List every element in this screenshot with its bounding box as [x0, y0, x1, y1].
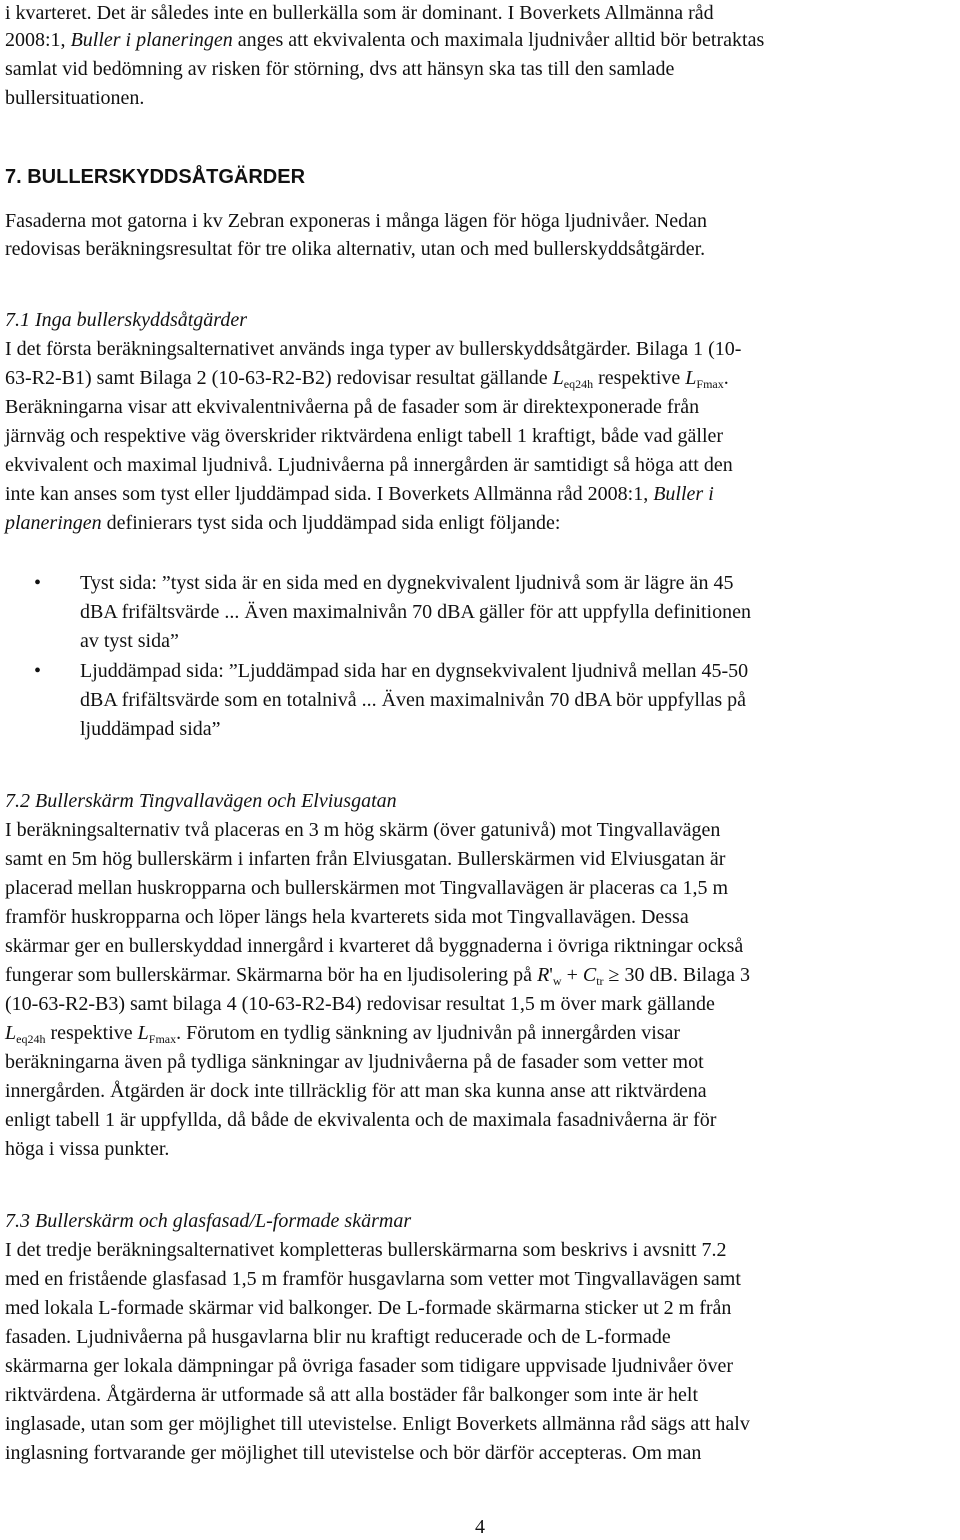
bullet-1-line-3: av tyst sida”: [80, 630, 179, 652]
bullet-symbol: •: [34, 572, 42, 594]
section-7-3-line-5: skärmarna ger lokala dämpningar på övriga fasader som tidigare uppvisade ljudnivåer över: [5, 1355, 734, 1377]
section-7-2-line-8: $L_{eq24h}$ respektive $L_{Fmax}$. Förutom en tydlig sänkning av ljudnivån på innergården visar: [5, 1022, 681, 1046]
section-7-1-line-3: Beräkningarna visar att ekvivalentnivåerna på de fasader som är direktexponerade från: [5, 396, 700, 418]
section-7-1-line-5: ekvivalent och maximal ljudnivå. Ljudnivåerna på innergården är samtidigt så höga att den: [5, 454, 733, 476]
section-7-2-line-5: skärmar ger en bullerskyddad innergård i kvarteret då byggnaderna i övriga riktningar också: [5, 935, 744, 957]
section-7-1-line-1: I det första beräkningsalternativet används inga typer av bullerskyddsåtgärder. Bilaga 1 (10-: [5, 338, 742, 360]
section-7-3-line-6: riktvärdena. Åtgärderna är utformade så att alla bostäder får balkonger som inte är helt: [5, 1384, 699, 1406]
section-7-line-1: Fasaderna mot gatorna i kv Zebran exponeras i många lägen för höga ljudnivåer. Nedan: [5, 210, 707, 232]
section-7-2-line-11: enligt tabell 1 är uppfyllda, då både de ekvivalenta och de maximala fasadnivåerna är för: [5, 1109, 717, 1131]
bullet-1-line-1: Tyst sida: ”tyst sida är en sida med en dygnekvivalent ljudnivå som är lägre än 45: [80, 572, 734, 594]
section-7-1-line-2: 63-R2-B1) samt Bilaga 2 (10-63-R2-B2) redovisar resultat gällande $L_{eq24h}$ respektive $L_{Fmax}$.: [5, 367, 729, 391]
section-7-1-line-6: inte kan anses som tyst eller ljuddämpad sida. I Boverkets Allmänna råd 2008:1, Buller i: [5, 483, 714, 505]
bullet-2-line-2: dBA frifältsvärde som en totalnivå ... Även maximalnivån 70 dBA bör uppfyllas på: [80, 689, 746, 711]
section-7-2-line-12: höga i vissa punkter.: [5, 1138, 170, 1160]
bullet-1-line-2: dBA frifältsvärde ... Även maximalnivån 70 dBA gäller för att uppfylla definitionen: [80, 601, 751, 623]
section-7-3-line-2: med en fristående glasfasad 1,5 m framför husgavlarna som vetter mot Tingvallavägen samt: [5, 1268, 741, 1290]
section-7-2-line-1: I beräkningsalternativ två placeras en 3 m hög skärm (över gatunivå) mot Tingvallavägen: [5, 819, 721, 841]
intro-line-1: i kvarteret. Det är således inte en bullerkälla som är dominant. I Boverkets Allmänna råd: [5, 2, 714, 24]
section-7-2-line-2: samt en 5m hög bullerskärm i infarten från Elviusgatan. Bullerskärmen vid Elviusgatan är: [5, 848, 726, 870]
intro-line-2: 2008:1, Buller i planeringen anges att ekvivalenta och maximala ljudnivåer alltid bör betraktas: [5, 29, 765, 51]
section-7-2-line-7: (10-63-R2-B3) samt bilaga 4 (10-63-R2-B4) redovisar resultat 1,5 m över mark gällande: [5, 993, 715, 1015]
section-7-3-line-8: inglasning fortvarande ger möjlighet till utevistelse och bör därför accepteras. Om man: [5, 1442, 702, 1464]
section-7-3-line-1: I det tredje beräkningsalternativet kompletteras bullerskärmarna som beskrivs i avsnitt 7.2: [5, 1239, 727, 1261]
section-7-2-line-9: beräkningarna även på tydliga sänkningar av ljudnivåerna på de fasader som vetter mot: [5, 1051, 704, 1073]
section-7-1-line-4: järnväg och respektive väg överskrider riktvärdena enligt tabell 1 kraftigt, både vad gäller: [5, 425, 724, 447]
section-7-2-line-3: placerad mellan huskropparna och bullerskärmen mot Tingvallavägen är placeras ca 1,5 m: [5, 877, 729, 899]
section-7-3-line-7: inglasade, utan som ger möjlighet till utevistelse. Enligt Boverkets allmänna råd sägs att halv: [5, 1413, 750, 1435]
section-7-2-line-4: framför huskropparna och löper längs hela kvarterets sida mot Tingvallavägen. Dessa: [5, 906, 689, 928]
section-7-3-line-3: med lokala L-formade skärmar vid balkonger. De L-formade skärmarna sticker ut 2 m från: [5, 1297, 732, 1319]
section-7-3-heading: 7.3 Bullerskärm och glasfasad/L-formade skärmar: [5, 1210, 412, 1232]
section-7-line-2: redovisas beräkningsresultat för tre olika alternativ, utan och med bullerskyddsåtgärder.: [5, 238, 706, 260]
intro-line-4: bullersituationen.: [5, 87, 145, 109]
page-number: 4: [475, 1516, 485, 1538]
section-7-heading: 7. BULLERSKYDDSÅTGÄRDER: [5, 166, 306, 188]
section-7-2-line-6: fungerar som bullerskärmar. Skärmarna bör ha en ljudisolering på $R'_w + C_{tr} \ge 30$ dB. Bilaga 3: [5, 964, 751, 988]
bullet-2-line-1: Ljuddämpad sida: ”Ljuddämpad sida har en dygnsekvivalent ljudnivå mellan 45-50: [80, 660, 749, 682]
section-7-3-line-4: fasaden. Ljudnivåerna på husgavlarna blir nu kraftigt reducerade och de L-formade: [5, 1326, 671, 1348]
section-7-1-line-7: planeringen definierars tyst sida och ljuddämpad sida enligt följande:: [5, 512, 561, 534]
intro-line-3: samlat vid bedömning av risken för störning, dvs att hänsyn ska tas till den samlade: [5, 58, 675, 80]
section-7-2-heading: 7.2 Bullerskärm Tingvallavägen och Elviusgatan: [5, 790, 397, 812]
bullet-symbol: •: [34, 660, 42, 682]
bullet-2-line-3: ljuddämpad sida”: [80, 718, 221, 740]
publication-title: Buller i planeringen: [70, 29, 233, 51]
section-7-1-heading: 7.1 Inga bullerskyddsåtgärder: [5, 309, 248, 331]
section-7-2-line-10: innergården. Åtgärden är dock inte tillräcklig för att man ska kunna anse att riktvärdena: [5, 1080, 707, 1102]
